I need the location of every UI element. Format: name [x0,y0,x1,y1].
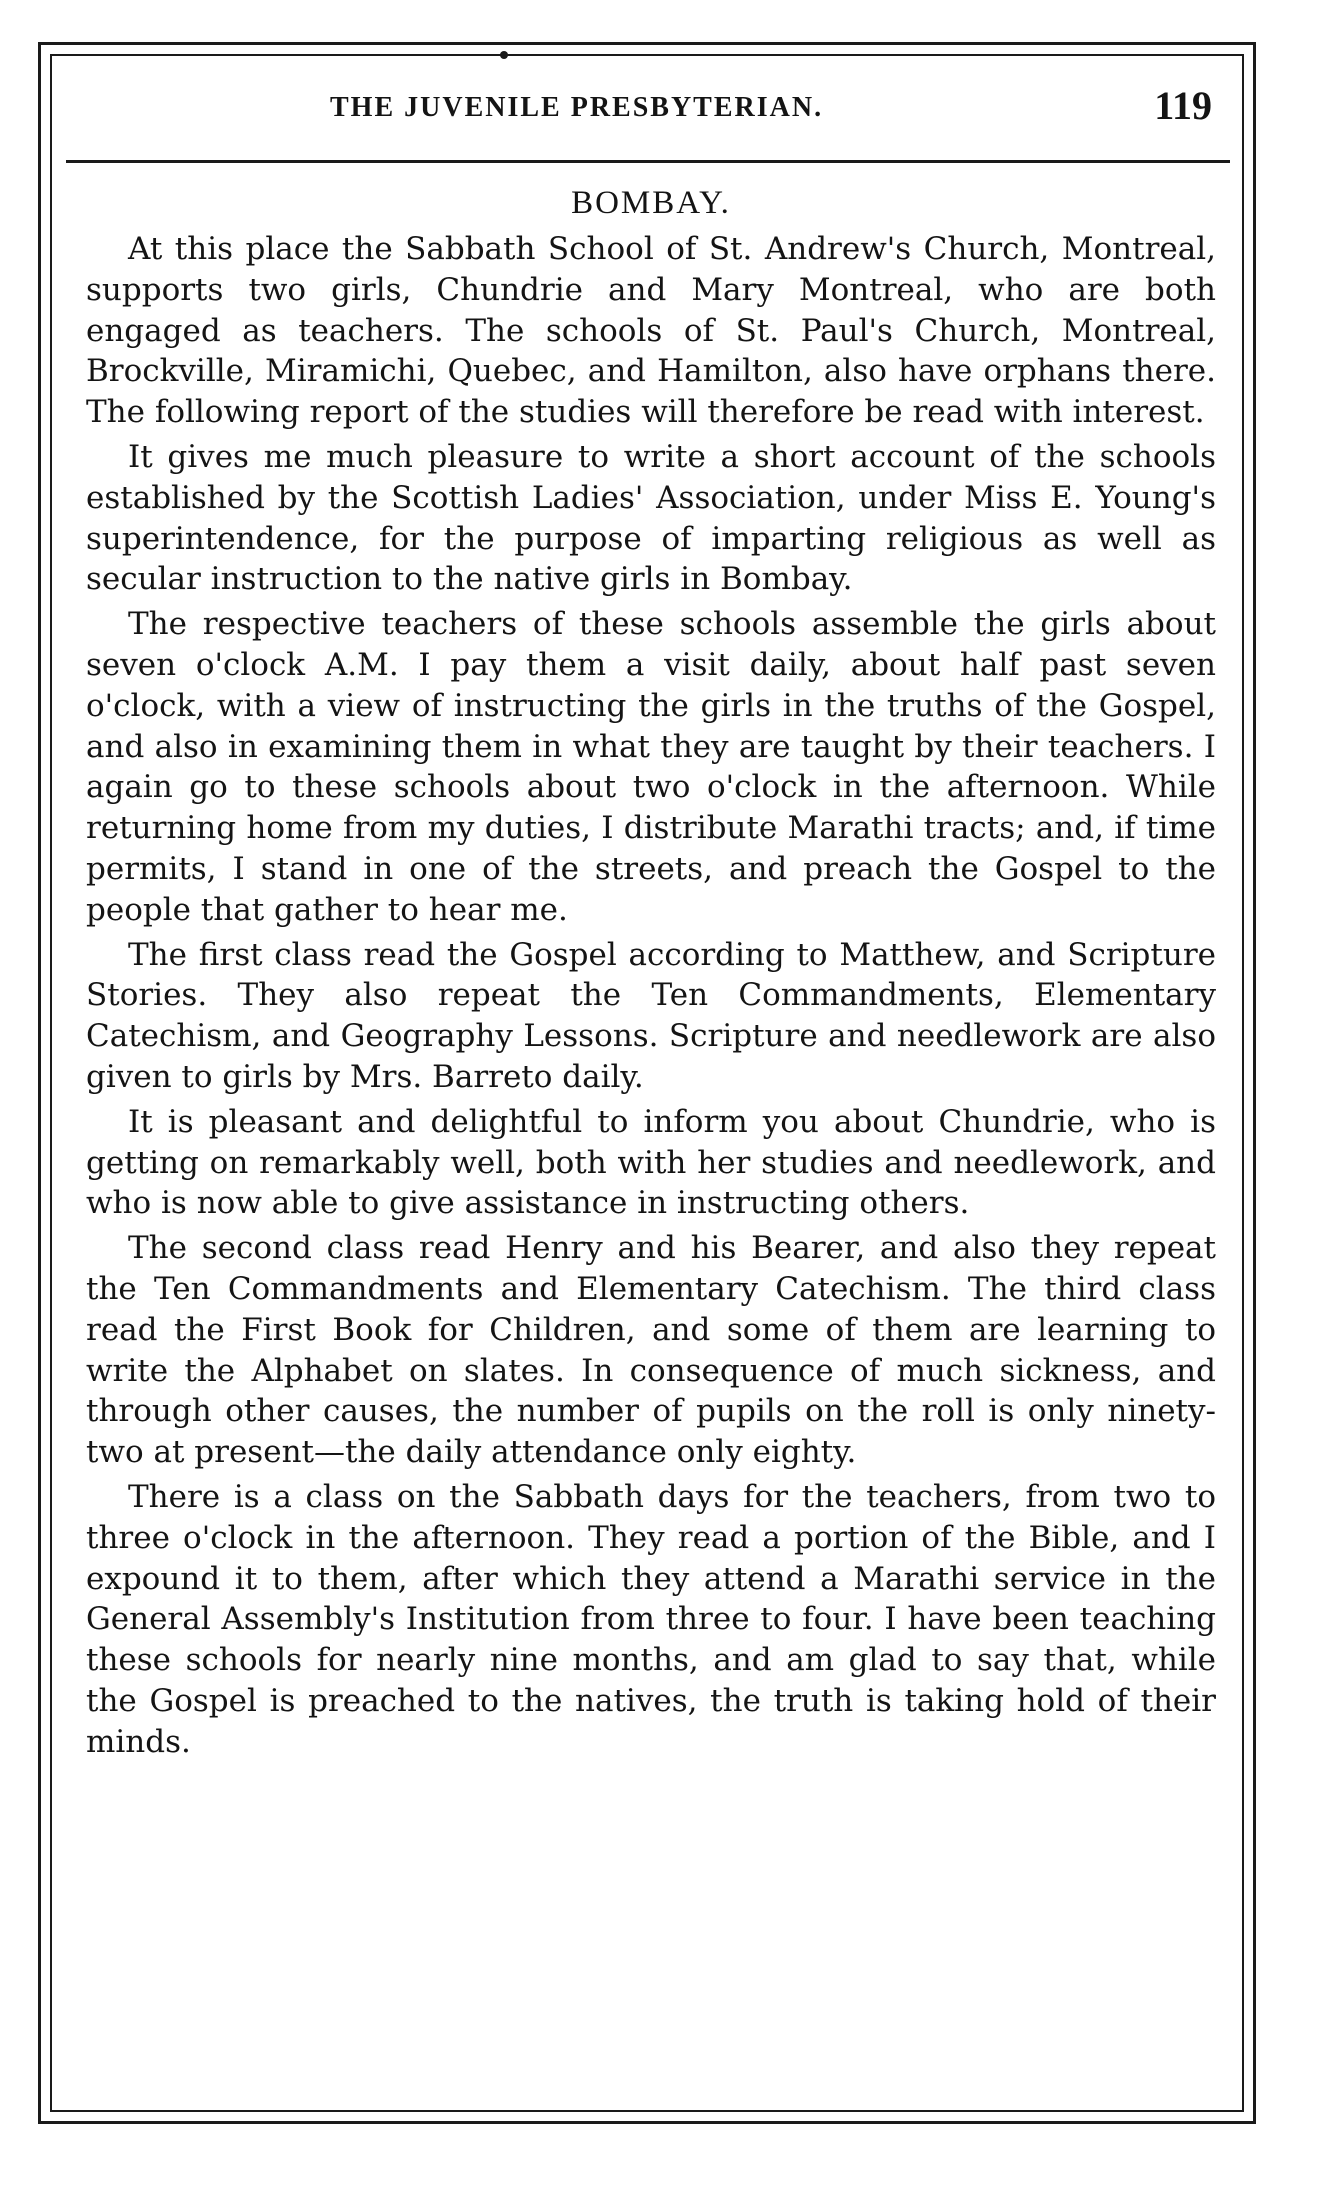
article-paragraph: The respective teachers of these schools assemble the girls about seven o'clock A.M. I pay them a visit daily, about half past seven o'clock, with a view of instructing the girls in the truths of the Gospel, and also in examining them in what they are taught by their teachers. I again go to these schools about two o'clock in the afternoon. While returning home from my duties, I distribute Marathi tracts; and, if time permits, I stand in one of the streets, and preach the Gospel to the people that gather to hear me. [86,606,1216,928]
page-number: 119 [1154,83,1212,128]
article-heading: BOMBAY. [571,185,731,221]
header-rule [66,160,1230,163]
ornament-dot [500,51,508,59]
article [86,175,1216,1762]
running-header [80,82,1220,132]
article-paragraph: It is pleasant and delightful to inform you about Chundrie, who is getting on remarkably well, both with her studies and needlework, and who is now able to give assistance in instructing others. [86,1103,1216,1222]
article-paragraph: The second class read Henry and his Bearer, and also they repeat the Ten Commandments and Elementary Catechism. The third class read the First Book for Children, and some of them are learning to write the Alphabet on slates. In consequence of much sickness, and through other causes, the number of pupils on the roll is only ninety-two at present—the daily attendance only eighty. [86,1230,1216,1471]
article-paragraph: There is a class on the Sabbath days for the teachers, from two to three o'clock in the afternoon. They read a portion of the Bible, and I expound it to them, after which they attend a Marathi service in the General Assembly's Institution from three to four. I have been teaching these schools for nearly nine months, and am glad to say that, while the Gospel is preached to the natives, the truth is taking hold of their minds. [86,1478,1216,1760]
article-paragraph: At this place the Sabbath School of St. Andrew's Church, Montreal, supports two girls, Chundrie and Mary Montreal, who are both engaged as teachers. The schools of St. Paul's Church, Montreal, Brockville, Miramichi, Quebec, and Hamilton, also have orphans there. The following report of the studies will therefore be read with interest. [86,231,1216,431]
article-paragraph: The first class read the Gospel according to Matthew, and Scripture Stories. They also repeat the Ten Commandments, Elementary Catechism, and Geography Lessons. Scripture and needlework are also given to girls by Mrs. Barreto daily. [86,936,1216,1095]
running-title: THE JUVENILE PRESBYTERIAN. [330,92,824,123]
article-paragraph: It gives me much pleasure to write a short account of the schools established by the Scottish Ladies' Association, under Miss E. Young's superintendence, for the purpose of imparting religious as well as secular instruction to the native girls in Bombay. [86,438,1216,598]
